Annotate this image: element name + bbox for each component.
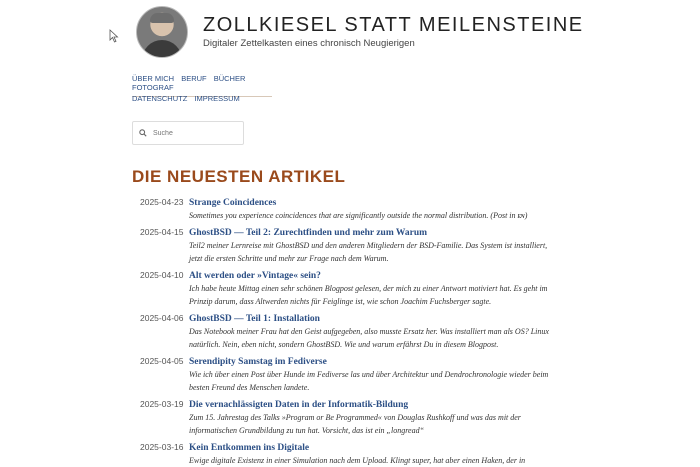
article-title-link[interactable]: Kein Entkommen ins Digitale [189,443,310,453]
article-date: 2025-04-23 [140,197,184,207]
article-title-link[interactable]: GhostBSD — Teil 1: Installation [189,314,320,324]
article-summary: Sometimes you experience coincidences that are significantly outside the normal distribution. (Post in ᴇɴ) [189,211,528,220]
search-icon [139,129,147,137]
list-item [132,270,562,308]
nav-item-fotograf[interactable]: FOTOGRAF [132,83,174,92]
list-item [132,197,562,222]
nav-item-ueber-mich[interactable]: ÜBER MICH [132,74,175,83]
list-item [132,356,562,394]
nav-item-datenschutz[interactable]: DATENSCHUTZ [132,94,188,103]
article-summary: Das Notebook meiner Frau hat den Geist aufgegeben, also musste Ersatz her. Was installiert man als OS? Linux natürlich. Nein, eben nicht, sondern GhostBSD. Wie und warum erfährst Du in diesem Blogpost. [189,327,549,349]
list-item [132,399,562,437]
site-subtitle: Digitaler Zettelkasten eines chronisch Neugierigen [203,38,415,49]
nav-item-beruf[interactable]: BERUF [181,74,207,83]
article-date: 2025-04-06 [140,313,184,323]
article-date: 2025-03-16 [140,442,184,452]
article-summary: Teil2 meiner Lernreise mit GhostBSD und den anderen Mitgliedern der BSD-Familie. Das System ist installiert, jetzt die ersten Schritte und mehr zur Frage nach dem Warum. [189,241,548,263]
article-title-link[interactable]: Serendipity Samstag im Fediverse [189,357,327,367]
nav-item-impressum[interactable]: IMPRESSUM [194,94,240,103]
article-date: 2025-04-10 [140,270,184,280]
nav-item-buecher[interactable]: BÜCHER [213,74,246,83]
article-title-link[interactable]: Alt werden oder »Vintage« sein? [189,271,321,281]
article-summary: Zum 15. Jahrestag des Talks »Program or Be Programmed« von Douglas Rushkoff und was das mit der informatischen Grundbildung zu tun hat. Vorsicht, das ist ein „longread“ [189,413,521,435]
search-input[interactable] [153,130,233,137]
list-item [132,442,562,467]
article-title-link[interactable]: Die vernachlässigten Daten in der Informatik-Bildung [189,400,409,410]
article-title-link[interactable]: Strange Coincidences [189,198,277,208]
article-date: 2025-04-15 [140,227,184,237]
secondary-nav [132,94,245,103]
article-list [132,197,562,467]
list-item [132,227,562,265]
list-item [132,313,562,351]
mouse-cursor-icon [109,29,119,43]
article-date: 2025-03-19 [140,399,184,409]
article-summary: Ich habe heute Mittag einen sehr schönen Blogpost gelesen, der mich zu einer Antwort motiviert hat. Es geht im Prinzip darum, dass Altwerden nichts für Feiglinge ist, wie schon Joachim Fuchsberger sagte. [189,284,548,306]
article-summary: Ewige digitale Existenz in einer Simulation nach dem Upload. Klingt super, hat aber einen Haken, der in [189,456,526,465]
article-title-link[interactable]: GhostBSD — Teil 2: Zurechtfinden und mehr zum Warum [189,228,428,238]
search-box[interactable] [132,121,244,145]
site-title[interactable]: ZOLLKIESEL STATT MEILENSTEINE [203,14,584,36]
avatar[interactable] [136,6,188,58]
section-heading: DIE NEUESTEN ARTIKEL [132,167,346,186]
article-date: 2025-04-05 [140,356,184,366]
article-summary: Wie ich über einen Post über Hunde im Fediverse las und über Architektur und Dendrochronologie wieder beim besten Freund des Menschen landete. [189,370,549,392]
